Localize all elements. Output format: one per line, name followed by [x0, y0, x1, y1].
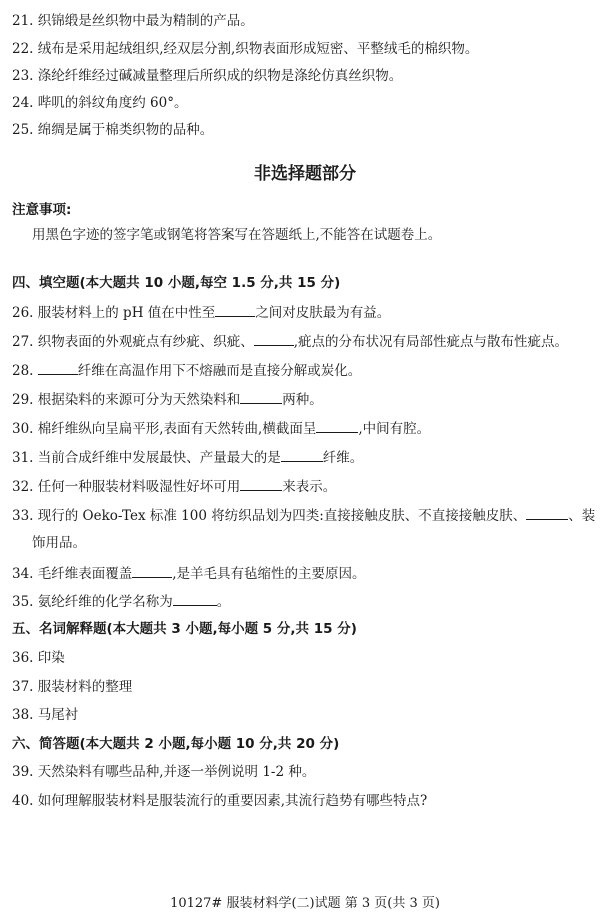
question-27: [12, 332, 568, 351]
answer-blank: [254, 332, 294, 346]
answer-blank: [240, 390, 282, 404]
question-33-text: 33. 现行的 Oeko-Tex 标准 100 将纺织品划为四类:直接接触皮肤、不直接接触皮肤、: [12, 508, 527, 524]
question-32-text-end: 来表示。: [282, 479, 337, 495]
question-33-continued: 饰用品。: [32, 535, 86, 551]
question-28-number: 28.: [12, 363, 38, 379]
question-38: 38. 马尾衬: [12, 707, 79, 723]
question-28: [12, 361, 361, 380]
fill-section-header: 四、填空题(本大题共 10 小题,每空 1.5 分,共 15 分): [12, 275, 341, 291]
question-26-text-end: 之间对皮肤最为有益。: [255, 305, 391, 321]
question-31-text-end: 纤维。: [322, 450, 364, 466]
terms-section-header: 五、名词解释题(本大题共 3 小题,每小题 5 分,共 15 分): [12, 621, 357, 637]
question-29: [12, 390, 323, 409]
question-30-text: 30. 棉纤维纵向呈扁平形,表面有天然转曲,横截面呈: [12, 421, 317, 437]
question-33-text-end: 、装: [568, 508, 596, 524]
question-31: [12, 448, 363, 467]
question-37: 37. 服装材料的整理: [12, 679, 133, 695]
question-35-text: 35. 氨纶纤维的化学名称为: [12, 594, 173, 610]
question-32: [12, 477, 336, 496]
page-footer: 10127# 服装材料学(二)试题 第 3 页(共 3 页): [170, 896, 440, 911]
question-35-text-end: 。: [216, 594, 231, 610]
question-26-text: 26. 服装材料上的 pH 值在中性至: [12, 305, 216, 321]
answer-blank: [38, 361, 78, 375]
question-30: [12, 419, 430, 438]
question-34: [12, 564, 366, 583]
answer-blank: [132, 564, 172, 578]
answer-blank: [281, 448, 323, 462]
question-36: 36. 印染: [12, 650, 65, 666]
notice-text: 用黑色字迹的签字笔或钢笔将答案写在答题纸上,不能答在试题卷上。: [32, 227, 442, 243]
question-27-text: 27. 织物表面的外观疵点有纱疵、织疵、: [12, 334, 254, 350]
answer-blank: [215, 303, 255, 317]
question-35: [12, 592, 230, 611]
section-title: 非选择题部分: [254, 164, 356, 184]
question-24: 24. 哔叽的斜纹角度约 60°。: [12, 95, 188, 111]
question-29-text: 29. 根据染料的来源可分为天然染料和: [12, 392, 241, 408]
question-31-text: 31. 当前合成纤维中发展最快、产量最大的是: [12, 450, 281, 466]
notice-label: 注意事项:: [12, 202, 72, 218]
question-22: 22. 绒布是采用起绒组织,经双层分割,织物表面形成短密、平整绒毛的棉织物。: [12, 41, 479, 57]
question-40: 40. 如何理解服装材料是服装流行的重要因素,其流行趋势有哪些特点?: [12, 793, 428, 809]
question-26: [12, 303, 390, 322]
question-34-text-end: ,是羊毛具有毡缩性的主要原因。: [172, 566, 366, 582]
answer-blank: [173, 592, 217, 606]
question-28-text: 纤维在高温作用下不熔融而是直接分解或炭化。: [77, 363, 362, 379]
question-34-text: 34. 毛纤维表面覆盖: [12, 566, 133, 582]
question-30-text-end: ,中间有腔。: [358, 421, 431, 437]
answer-blank: [526, 506, 568, 520]
question-29-text-end: 两种。: [282, 392, 323, 408]
short-answer-section-header: 六、简答题(本大题共 2 小题,每小题 10 分,共 20 分): [12, 736, 340, 752]
answer-blank: [316, 419, 358, 433]
question-25: 25. 绵绸是属于棉类织物的品种。: [12, 122, 214, 138]
question-39: 39. 天然染料有哪些品种,并逐一举例说明 1-2 种。: [12, 764, 316, 780]
question-27-text-end: ,疵点的分布状况有局部性疵点与散布性疵点。: [293, 334, 569, 350]
question-33: [12, 506, 595, 525]
question-32-text: 32. 任何一种服装材料吸湿性好坏可用: [12, 479, 241, 495]
answer-blank: [240, 477, 282, 491]
question-21: 21. 织锦缎是丝织物中最为精制的产品。: [12, 13, 254, 29]
question-23: 23. 涤纶纤维经过碱减量整理后所织成的织物是涤纶仿真丝织物。: [12, 68, 403, 84]
